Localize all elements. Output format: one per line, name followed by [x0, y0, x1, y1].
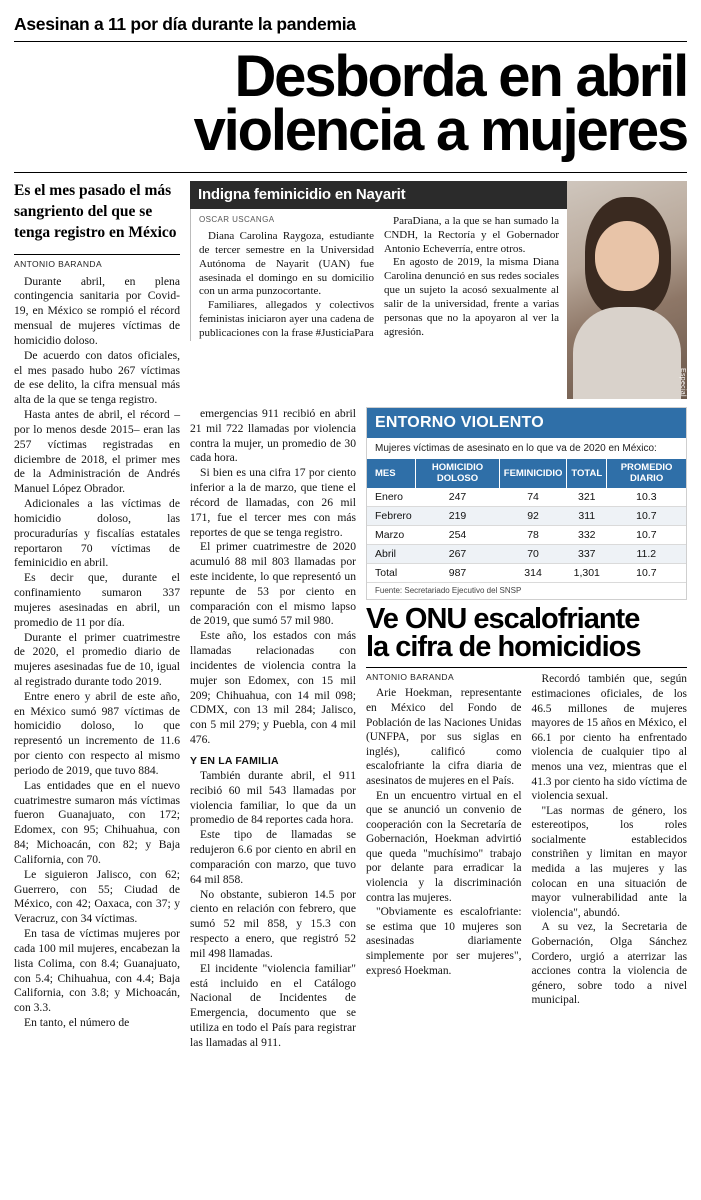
paragraph: El incidente "violencia familiar" está incluido en el Catálogo Nacional de Incidentes de Emergencia, documento que se utiliza en todo el País para registrar las llamadas al 911.: [190, 961, 356, 1049]
cell-feminicidio: 70: [499, 545, 567, 564]
paragraph: ParaDiana, a la que se han sumado la CNDH, la Rectoría y el Gobernador Antonio Echeverría, entre otros.: [384, 214, 559, 255]
onu-byline: ANTONIO BARANDA: [366, 672, 455, 683]
cell-feminicidio: 92: [499, 507, 567, 526]
headline-line-2: violencia a mujeres: [193, 97, 687, 163]
onu-body-right: [532, 672, 688, 1008]
onu-column-left: [366, 672, 522, 1008]
table-body: [367, 488, 686, 582]
main-body-column-1: [14, 275, 180, 1031]
cell-homicidio: 219: [416, 507, 500, 526]
paragraph: Es decir que, durante el confinamiento sumaron 337 mujeres asesinadas en abril, un promedio de 11 por día.: [14, 571, 180, 629]
cell-feminicidio: 78: [499, 526, 567, 545]
column-header-promedio-diario: PROMEDIO DIARIO: [607, 459, 686, 488]
cell-mes: Total: [375, 567, 398, 580]
infobox-title: ENTORNO VIOLENTO: [367, 408, 686, 438]
nayarit-body: [190, 209, 567, 341]
cell-homicidio: 987: [448, 567, 467, 580]
cell-promedio: 10.3: [607, 488, 686, 507]
cell-total: 1,301: [573, 567, 600, 580]
nayarit-story: [190, 181, 567, 399]
cell-total: 337: [567, 545, 607, 564]
cell-mes: Enero: [367, 488, 416, 507]
photo-shape-body: [573, 307, 681, 399]
table-source: Fuente: Secretariado Ejecutivo del SNSP: [367, 582, 686, 599]
headline-line-1: Desborda en abril: [234, 44, 687, 109]
photo-shape-face: [595, 221, 659, 291]
cell-mes: Marzo: [367, 526, 416, 545]
nayarit-column-left: [199, 215, 374, 341]
paragraph: De acuerdo con datos oficiales, el mes pasado hubo 267 víctimas de ese delito, la cifra mensual más alta de la que se tenga registro.: [14, 348, 180, 407]
paragraph: En agosto de 2019, la misma Diana Carolina denunció en sus redes sociales que un sujeto la acosó sexualmente al salir de la universidad, frente a varias personas que no la apoyaron al ver la agresión.: [384, 256, 559, 338]
paragraph: Si bien es una cifra 17 por ciento inferior a la de marzo, que tiene el récord de llamadas, con 26 mil 171, fue el tercer mes con más reportes de que se tenga registro.: [190, 466, 356, 539]
column-left: [14, 181, 180, 1051]
table-row-total: [367, 564, 686, 583]
paragraph: Le siguieron Jalisco, con 62; Guerrero, con 55; Ciudad de México, con 42; Oaxaca, con 37; y Veracruz, con 34 víctimas.: [14, 867, 180, 926]
onu-columns: [366, 672, 687, 1008]
cell-promedio: 10.7: [636, 567, 657, 580]
deck-text: Es el mes pasado el más sangriento del que se tenga registro en México: [14, 181, 177, 241]
paragraph: Las entidades que en el nuevo cuatrimestre sumaron más víctimas fueron Guanajuato, con 172; Edomex, con 95; Chihuahua, con 84; Michoacán, con 82; y Baja California, con 70.: [14, 778, 180, 866]
nayarit-title: Indigna feminicidio en Nayarit: [190, 181, 567, 209]
paragraph: El primer cuatrimestre de 2020 acumuló 88 mil 803 llamadas por este incidente, lo que representó un repunte de 53 por ciento en comparación con el mismo lapso de 2019, que sumó 57 mil 980.: [190, 540, 356, 628]
cell-total: 311: [567, 507, 607, 526]
paragraph: Familiares, allegados y colectivos feministas iniciaron ayer una cadena de publicaciones con la frase #JusticiaPara: [199, 299, 374, 339]
paragraph: En tasa de víctimas mujeres por cada 100 mil mujeres, encabezan la lista Colima, con 8.4; Guanajuato, con 5.4; Chihuahua, con 4.4; Baja California, con 3.8; y Michoacán, con 3.3.: [14, 927, 180, 1015]
page-title: [14, 44, 687, 163]
table-row: [367, 488, 686, 507]
column-header-mes: MES: [367, 459, 416, 488]
cell-total: 321: [567, 488, 607, 507]
paragraph: Adicionales a las víctimas de homicidio doloso, las procuradurías y fiscalías estatales reportaron 70 víctimas de feminicidio en abril.: [14, 497, 180, 570]
paragraph: emergencias 911 recibió en abril 21 mil 722 llamadas por violencia contra la mujer, un promedio de 30 cada hora.: [190, 406, 356, 465]
infobox-subtitle: Mujeres víctimas de asesinato en lo que va de 2020 en México:: [375, 442, 657, 454]
paragraph: También durante abril, el 911 recibió 60 mil 543 llamadas por violencia familiar, lo que da un promedio de 84 reportes cada hora.: [190, 768, 356, 827]
main-body-family: [190, 769, 356, 1051]
column-infobox-and-onu: [366, 407, 687, 1051]
paragraph: Durante el primer cuatrimestre de 2020, el promedio diario de mujeres asesinadas fue de 10, igual al registrado durante todo 2019.: [14, 630, 180, 688]
column-middle: [190, 407, 356, 1051]
column-header-total: TOTAL: [567, 459, 607, 488]
nayarit-story-box: [190, 181, 687, 399]
victim-photo: [567, 181, 687, 399]
cell-homicidio: 254: [416, 526, 500, 545]
table-row: [367, 526, 686, 545]
paragraph: No obstante, subieron 14.5 por ciento en relación con febrero, que sumó 52 mil 858, y 15.3 con respecto a enero, que registró 52 mil 498 llamadas.: [190, 887, 356, 960]
nayarit-column-right: [384, 215, 559, 341]
paragraph: Arie Hoekman, representante en México del Fondo de Población de las Naciones Unidas (UNFPA, por sus siglas en inglés), calificó como escalofriante la cifra diaria de asesinatos de mujeres en el País.: [366, 687, 522, 787]
nayarit-byline: OSCAR USCANGA: [199, 214, 275, 224]
cell-promedio: 10.7: [607, 526, 686, 545]
onu-body-left: [366, 686, 522, 978]
paragraph: "Las normas de género, los estereotipos, los roles socialmente establecidos constriñen y limitan en mayor medida a las mujeres y las colocan en una situación de mayor vulnerabilidad ante la violencia", abundó.: [531, 804, 687, 919]
table-header-row: [367, 459, 686, 488]
divider-onu: [366, 667, 687, 668]
onu-headline: [366, 603, 687, 663]
subhead-family: Y EN LA FAMILIA: [190, 754, 279, 767]
paragraph: "Obviamente es escalofriante: se estima que 10 mujeres son asesinadas diariamente simplemente por ser mujeres", expresó Hoekman.: [366, 906, 522, 977]
divider-top: [14, 41, 687, 42]
table-row: [367, 545, 686, 564]
lower-columns: [190, 407, 687, 1051]
column-header-feminicidio: FEMINICIDIO: [499, 459, 567, 488]
table-row: [367, 507, 686, 526]
entorno-violento-infobox: [366, 407, 687, 600]
paragraph: A su vez, la Secretaria de Gobernación, Olga Sánchez Cordero, urgió a aterrizar las acciones contra la violencia de género, sobre todo a nivel municipal.: [531, 921, 687, 1007]
paragraph: Entre enero y abril de este año, en México sumó 987 víctimas de homicidio doloso, lo que representó un incremento de 11.6 por ciento con respecto al mismo periodo de 2019, que tuvo 884.: [14, 689, 180, 777]
onu-column-right: [532, 672, 688, 1008]
cell-promedio: 10.7: [607, 507, 686, 526]
kicker-headline: Asesinan a 11 por día durante la pandemia: [14, 14, 356, 34]
paragraph: Diana Carolina Raygoza, estudiante de tercer semestre en la Universidad Autónoma de Nayarit (UAN) fue asesinada el domingo en su domicilio con un arma punzocortante.: [199, 229, 374, 298]
photo-credit: Especial: [679, 368, 686, 397]
cell-promedio: 11.2: [607, 545, 686, 564]
paragraph: Hasta antes de abril, el récord –por lo menos desde 2015– eran las 257 víctimas registradas en diciembre de 2018, el primer mes de la Administración de Andrés Manuel López Obrador.: [14, 408, 180, 496]
onu-headline-line-1: Ve ONU escalofriante: [366, 603, 640, 636]
main-body-column-2: [190, 407, 356, 748]
column-header-homicidio-doloso: HOMICIDIO DOLOSO: [416, 459, 500, 488]
divider-headline: [14, 172, 687, 173]
column-right-group: [190, 181, 687, 1051]
cell-homicidio: 247: [416, 488, 500, 507]
paragraph: Durante abril, en plena contingencia sanitaria por Covid-19, en México se rompió el récord mensual de mujeres víctimas de homicidio doloso.: [14, 274, 180, 347]
paragraph: Este año, los estados con más llamadas relacionadas con incidentes de violencia contra la mujer son Edomex, con 15 mil 209; Chihuahua, con 14 mil 098; CDMX, con 13 mil 284; Jalisco, con 5 mil 279; y Puebla, con 4 mil 476.: [190, 629, 356, 747]
cell-homicidio: 267: [416, 545, 500, 564]
nayarit-photo-wrap: [567, 181, 687, 399]
cell-mes: Febrero: [367, 507, 416, 526]
paragraph: Este tipo de llamadas se redujeron 6.6 por ciento en abril en comparación con marzo, que tuvo 64 mil 858.: [190, 828, 356, 886]
main-byline: ANTONIO BARANDA: [14, 254, 180, 269]
violence-data-table: [367, 459, 686, 582]
paragraph: En un encuentro virtual en el que se anunció un convenio de cooperación con la Secretaría de Gobernación, Hoekman advirtió que queda "muchísimo" trabajo por delante para erradicar la violencia y la discriminación contra las mujeres.: [366, 789, 522, 904]
paragraph: Recordó también que, según estimaciones oficiales, de los 46.5 millones de mujeres mayores de 15 años en México, el 66.1 por ciento ha enfrentado violencia de cualquier tipo al menos una vez, mientras que el 41.3 por ciento ha sido víctima de violencia sexual.: [531, 673, 687, 803]
cell-mes: Abril: [367, 545, 416, 564]
paragraph: En tanto, el número de: [24, 1016, 130, 1030]
main-columns: [14, 181, 687, 1051]
onu-headline-line-2: la cifra de homicidios: [366, 630, 641, 663]
cell-feminicidio: 314: [524, 567, 542, 580]
cell-feminicidio: 74: [499, 488, 567, 507]
cell-total: 332: [567, 526, 607, 545]
table-header: [367, 459, 686, 488]
